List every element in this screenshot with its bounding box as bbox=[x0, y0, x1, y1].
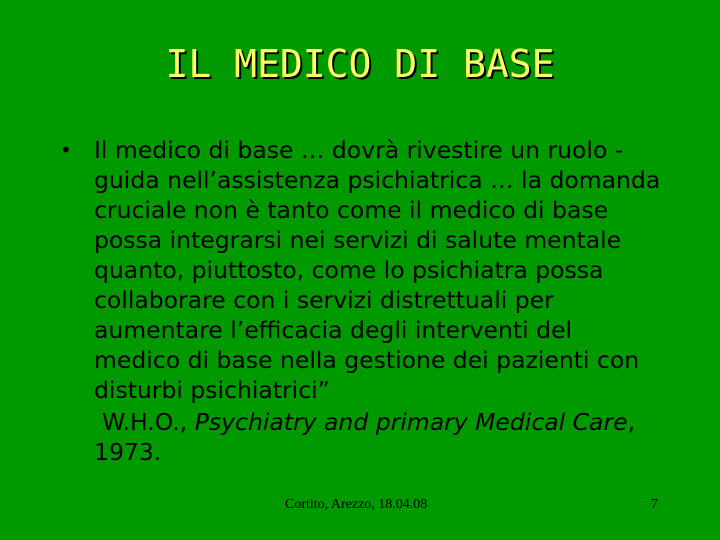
footer-text: Cortito, Arezzo, 18.04.08 bbox=[285, 497, 428, 512]
bullet-item bbox=[60, 135, 665, 467]
bullet-icon: • bbox=[60, 138, 72, 162]
citation-author: W.H.O., bbox=[102, 408, 195, 436]
citation-work: Psychiatry and primary Medical Care bbox=[194, 408, 628, 436]
citation-year: , 1973. bbox=[94, 408, 636, 466]
page-number: 7 bbox=[651, 497, 658, 512]
quote-text: Il medico di base … dovrà rivestire un ruolo -guida nell’assistenza psichiatrica … la domanda cruciale non è tanto come il medico di base possa integrarsi nei servizi di salute mentale quanto, piuttosto, come lo psichiatra possa collaborare con i servizi distrettuali per aumentare l’efficacia degli interventi del medico di base nella gestione dei pazienti con disturbi psichiatrici” bbox=[94, 136, 661, 404]
citation bbox=[94, 407, 665, 467]
slide-title: IL MEDICO DI BASE bbox=[165, 42, 555, 86]
